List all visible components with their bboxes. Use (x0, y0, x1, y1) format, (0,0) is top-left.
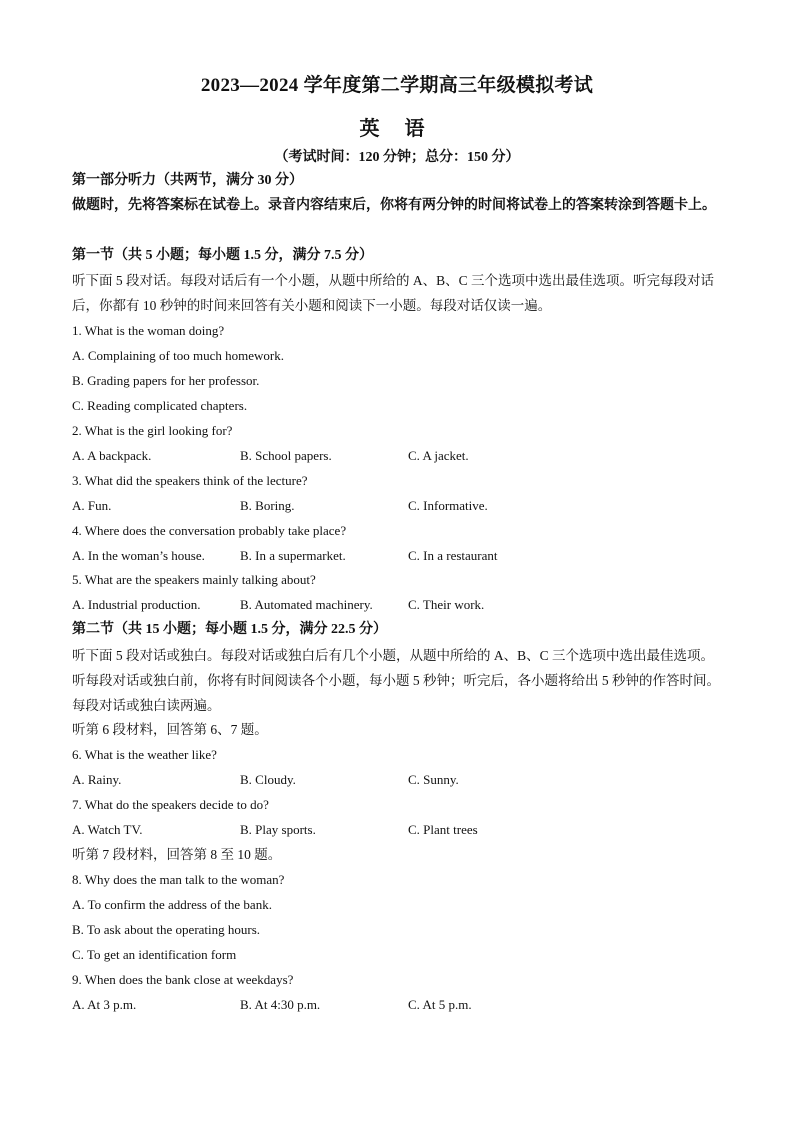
q9-option-c: C. At 5 p.m. (408, 997, 472, 1012)
q3-stem: 3. What did the speakers think of the lecture? (72, 473, 308, 488)
q2-option-a: A. A backpack. (72, 448, 152, 463)
q3-options (72, 497, 732, 515)
q6-option-a: A. Rainy. (72, 772, 122, 787)
q3-option-b: B. Boring. (240, 498, 295, 513)
q7-option-c: C. Plant trees (408, 822, 478, 837)
q6-stem: 6. What is the weather like? (72, 747, 217, 762)
q6-option-c: C. Sunny. (408, 772, 459, 787)
subject-title: 英 语 (359, 118, 435, 140)
q1-option-c: C. Reading complicated chapters. (72, 398, 248, 413)
q8-option-a: A. To confirm the address of the bank. (72, 897, 272, 912)
q9-option-b: B. At 4:30 p.m. (240, 997, 321, 1012)
q9-option-a: A. At 3 p.m. (72, 997, 137, 1012)
q9-stem: 9. When does the bank close at weekdays? (72, 972, 294, 987)
part1-heading: 第一部分听力（共两节，满分 30 分） (72, 173, 303, 188)
material-7-note: 听第 7 段材料，回答第 8 至 10 题。 (72, 847, 282, 862)
q7-option-b: B. Play sports. (240, 822, 316, 837)
q4-option-c: C. In a restaurant (408, 548, 498, 563)
q4-option-b: B. In a supermarket. (240, 548, 346, 563)
exam-title: 2023—2024 学年度第二学期高三年级模拟考试 (200, 75, 594, 96)
section1-instruction: 听下面 5 段对话。每段对话后有一个小题，从题中所给的 A、B、C 三个选项中选出最佳选项。听完每段对话后，你都有 10 秒钟的时间来回答有关小题和阅读下一小题。每段对话仅读一遍。 (72, 273, 715, 313)
section2-instruction: 听下面 5 段对话或独白。每段对话或独白后有几个小题，从题中所给的 A、B、C 三个选项中选出最佳选项。听每段对话或独白前，你将有时间阅读各个小题，每小题 5 秒钟；听完后，各小题将给出 5 秒钟的作答时间。每段对话或独白读两遍。 (72, 648, 720, 713)
q4-option-a: A. In the woman’s house. (72, 548, 205, 563)
section1-heading: 第一节（共 5 小题；每小题 1.5 分，满分 7.5 分） (72, 248, 373, 263)
q5-stem: 5. What are the speakers mainly talking about? (72, 572, 316, 587)
part1-instruction: 做题时，先将答案标在试卷上。录音内容结束后，你将有两分钟的时间将试卷上的答案转涂到答题卡上。 (72, 198, 716, 213)
q5-options (72, 596, 732, 614)
q2-options (72, 447, 732, 465)
q4-stem: 4. Where does the conversation probably take place? (72, 523, 347, 538)
q9-options (72, 996, 732, 1014)
q8-option-b: B. To ask about the operating hours. (72, 922, 261, 937)
q6-options (72, 771, 732, 789)
q7-option-a: A. Watch TV. (72, 822, 143, 837)
section2-heading: 第二节（共 15 小题；每小题 1.5 分，满分 22.5 分） (72, 622, 387, 637)
q8-stem: 8. Why does the man talk to the woman? (72, 872, 285, 887)
q5-option-c: C. Their work. (408, 597, 485, 612)
q3-option-a: A. Fun. (72, 498, 112, 513)
q3-option-c: C. Informative. (408, 498, 488, 513)
q1-stem: 1. What is the woman doing? (72, 323, 225, 338)
q4-options (72, 547, 732, 565)
q6-option-b: B. Cloudy. (240, 772, 296, 787)
q1-option-b: B. Grading papers for her professor. (72, 373, 260, 388)
q7-options (72, 821, 732, 839)
q2-stem: 2. What is the girl looking for? (72, 423, 233, 438)
q1-option-a: A. Complaining of too much homework. (72, 348, 284, 363)
q7-stem: 7. What do the speakers decide to do? (72, 797, 269, 812)
q5-option-b: B. Automated machinery. (240, 597, 373, 612)
exam-info: （考试时间：120 分钟；总分：150 分） (274, 150, 520, 165)
q8-option-c: C. To get an identification form (72, 947, 237, 962)
q2-option-b: B. School papers. (240, 448, 332, 463)
q5-option-a: A. Industrial production. (72, 597, 201, 612)
material-6-note: 听第 6 段材料，回答第 6、7 题。 (72, 722, 268, 737)
q2-option-c: C. A jacket. (408, 448, 469, 463)
